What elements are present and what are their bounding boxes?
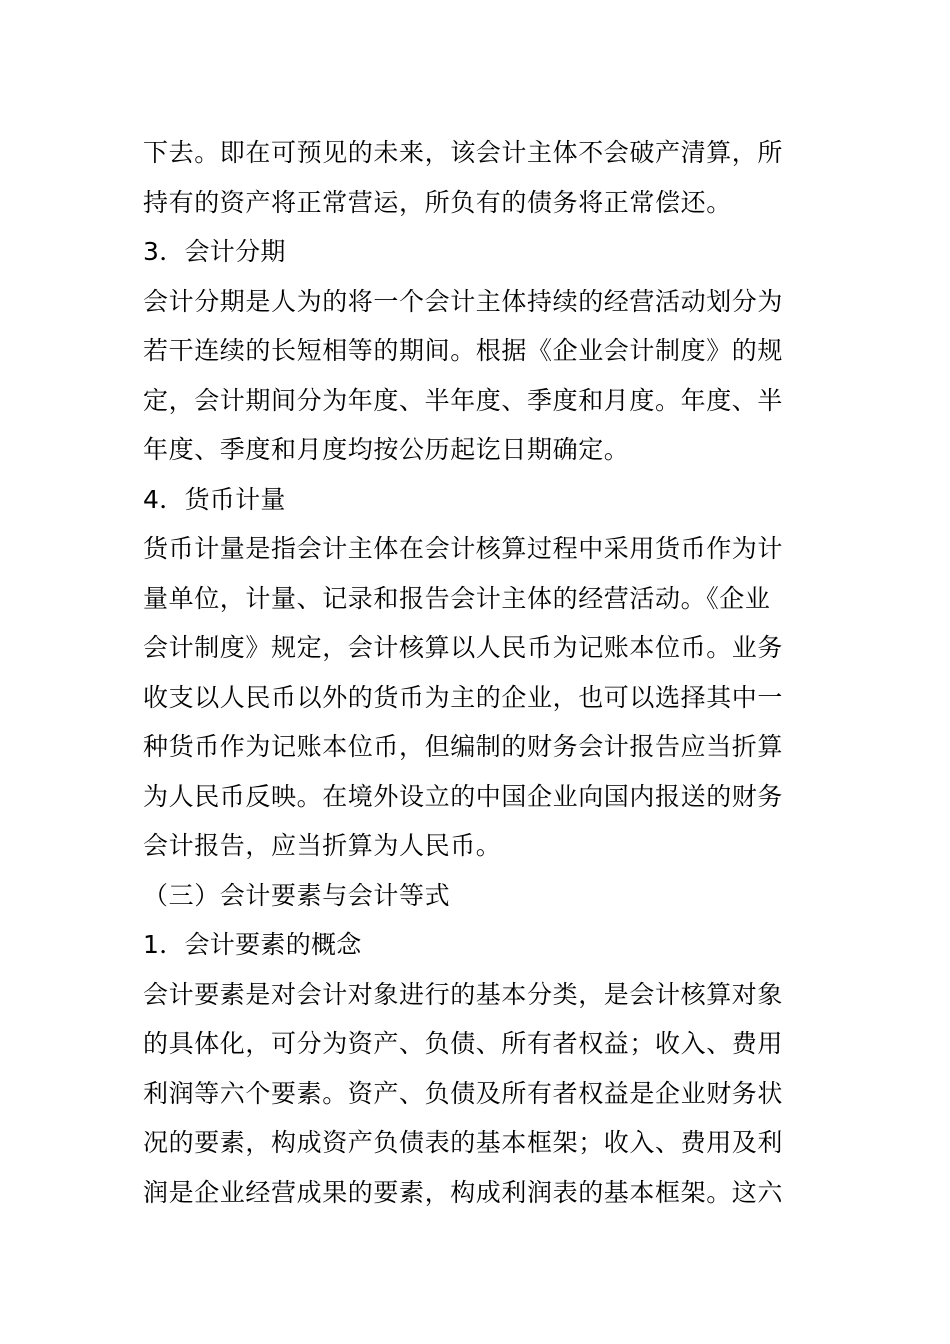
body-text-line: 润是企业经营成果的要素，构成利润表的基本框架。这六 (143, 1177, 784, 1207)
body-text-line: 量单位，计量、记录和报告会计主体的经营活动。《企业 (143, 583, 771, 613)
body-text-line: 收支以人民币以外的货币为主的企业，也可以选择其中一 (143, 682, 784, 712)
section-heading-accounting-elements: （三）会计要素与会计等式 (143, 880, 451, 910)
body-text-line: 会计分期是人为的将一个会计主体持续的经营活动划分为 (143, 286, 784, 316)
body-text-line: 若干连续的长短相等的期间。根据《企业会计制度》的规 (143, 336, 784, 365)
body-text-line: 会计要素是对会计对象进行的基本分类，是会计核算对象 (143, 979, 784, 1009)
body-text-line: 定，会计期间分为年度、半年度、季度和月度。年度、半 (143, 385, 784, 415)
body-text-line: 会计报告，应当折算为人民币。 (143, 831, 502, 860)
body-text-line: 持有的资产将正常营运，所负有的债务将正常偿还。 (143, 187, 732, 217)
body-text-line: 下去。即在可预见的未来，该会计主体不会破产清算，所 (143, 138, 784, 167)
document-body (143, 128, 813, 1217)
body-text-line: 为人民币反映。在境外设立的中国企业向国内报送的财务 (143, 781, 784, 811)
body-text-line: 种货币作为记账本位币，但编制的财务会计报告应当折算 (143, 732, 784, 761)
body-text-line: 利润等六个要素。资产、负债及所有者权益是企业财务状 (143, 1078, 784, 1108)
subsection-heading-element-concept: 1．会计要素的概念 (143, 930, 362, 959)
body-text-line: 年度、季度和月度均按公历起讫日期确定。 (143, 435, 630, 464)
section-heading-accounting-period: 3．会计分期 (143, 237, 286, 266)
body-text-line: 货币计量是指会计主体在会计核算过程中采用货币作为计 (143, 534, 784, 563)
body-text-line: 况的要素，构成资产负债表的基本框架；收入、费用及利 (143, 1128, 784, 1157)
body-text-line: 会计制度》规定，会计核算以人民币为记账本位币。业务 (143, 633, 784, 662)
section-heading-monetary-measurement: 4．货币计量 (143, 484, 286, 514)
body-text-line: 的具体化，可分为资产、负债、所有者权益；收入、费用 (143, 1029, 784, 1058)
